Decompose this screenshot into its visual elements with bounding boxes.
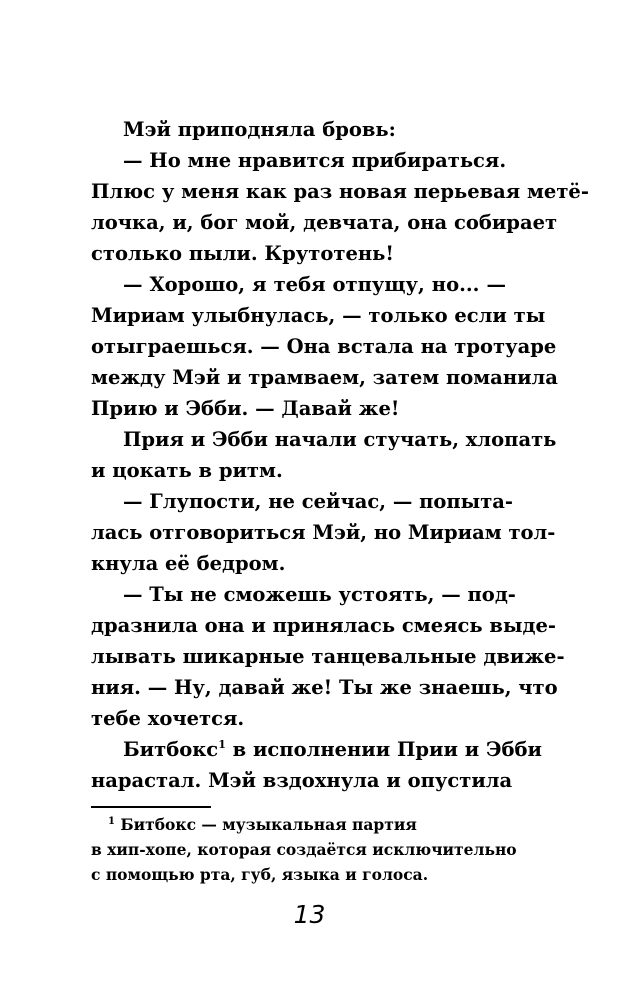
text-line: между Мэй и трамваем, затем поманила — [91, 366, 558, 389]
text-line: дразнила она и принялась смеясь выде- — [91, 614, 557, 637]
text-fragment: в исполнении Прии и Эбби — [225, 738, 543, 761]
term-word: Битбокс — [123, 738, 219, 761]
footnote-line — [108, 815, 506, 835]
text-line: кнула её бедром. — [91, 552, 286, 575]
footnote-marker: 1 — [108, 816, 115, 827]
text-line: столько пыли. Крутотень! — [91, 242, 394, 265]
page-number: 13 — [293, 900, 326, 929]
text-line: — Но мне нравится прибираться. — [123, 149, 507, 172]
text-line: Плюс у меня как раз новая перьевая метё- — [91, 180, 589, 203]
text-line: лывать шикарные танцевальные движе- — [91, 645, 565, 668]
text-line: тебе хочется. — [91, 707, 245, 730]
text-line: — Глупости, не сейчас, — попыта- — [123, 490, 514, 513]
text-line: — Ты не сможешь устоять, — под- — [123, 583, 516, 606]
footnote-reference: 1 — [218, 738, 226, 751]
text-line: Прию и Эбби. — Давай же! — [91, 397, 400, 420]
text-line: Прия и Эбби начали стучать, хлопать — [123, 428, 557, 451]
text-line — [123, 738, 543, 762]
text-line: нарастал. Мэй вздохнула и опустила — [91, 769, 513, 792]
text-line: — Хорошо, я тебя отпущу, но... — — [123, 273, 506, 296]
text-line: и цокать в ритм. — [91, 459, 283, 482]
text-line: Мэй приподняла бровь: — [123, 118, 396, 141]
footnote-divider — [91, 806, 211, 808]
text-line: лась отговориться Мэй, но Мириам тол- — [91, 521, 556, 544]
footnote-text: Битбокс — музыкальная партия — [114, 815, 417, 834]
footnote-line: с помощью рта, губ, языка и голоса. — [91, 865, 429, 884]
text-line: Мириам улыбнулась, — только если ты — [91, 304, 546, 327]
text-line: отыграешься. — Она встала на тротуаре — [91, 335, 557, 358]
text-line: ния. — Ну, давай же! Ты же знаешь, что — [91, 676, 558, 699]
text-line: лочка, и, бог мой, девчата, она собирает — [91, 211, 558, 234]
footnote-line: в хип-хопе, которая создаётся исключительно — [91, 840, 517, 859]
